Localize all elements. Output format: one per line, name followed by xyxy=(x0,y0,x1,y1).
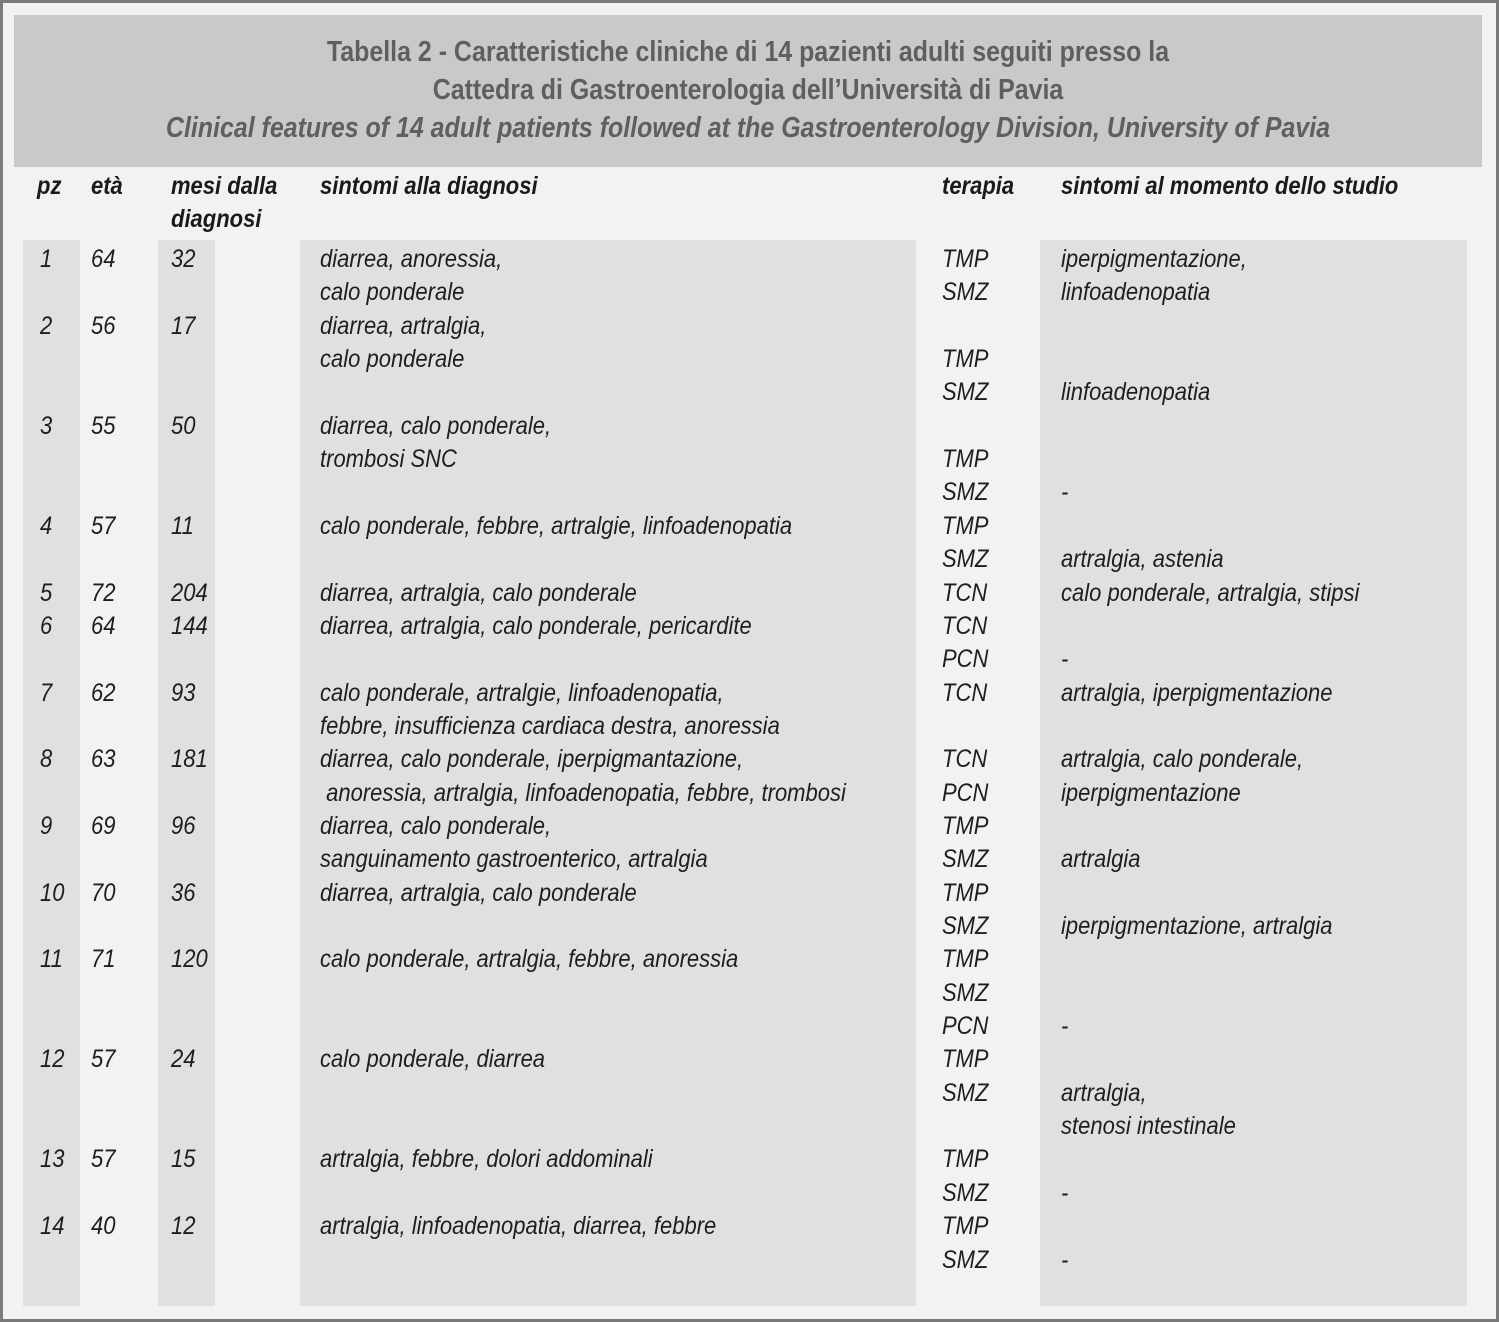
cell-sintomi-diagnosi: calo ponderale, artralgie, linfoadenopatia, xyxy=(320,678,724,707)
cell-sintomi-diagnosi: artralgia, febbre, dolori addominali xyxy=(320,1145,653,1174)
cell-terapia: TMP xyxy=(942,811,989,840)
cell-terapia: SMZ xyxy=(942,978,989,1007)
cell-sintomi-diagnosi: calo ponderale xyxy=(320,345,465,374)
cell-terapia: SMZ xyxy=(942,1178,989,1207)
cell-sintomi-studio: linfoadenopatia xyxy=(1061,278,1211,307)
cell-sintomi-studio: artralgia, calo ponderale, xyxy=(1061,745,1304,774)
cell-sintomi-studio: - xyxy=(1061,478,1069,507)
cell-terapia: PCN xyxy=(942,778,989,807)
header-mesi-line-1: mesi dalla xyxy=(171,172,278,200)
cell-terapia: TMP xyxy=(942,878,989,907)
cell-eta: 69 xyxy=(91,811,116,840)
cell-sintomi-diagnosi: diarrea, calo ponderale, xyxy=(320,811,552,840)
cell-sintomi-diagnosi: diarrea, artralgia, xyxy=(320,311,487,340)
cell-sintomi-studio: - xyxy=(1061,1012,1069,1041)
cell-sintomi-diagnosi: diarrea, calo ponderale, xyxy=(320,411,552,440)
cell-pz: 8 xyxy=(40,745,53,774)
cell-sintomi-diagnosi: calo ponderale, diarrea xyxy=(320,1045,546,1074)
cell-terapia: SMZ xyxy=(942,545,989,574)
header-pz: pz xyxy=(37,172,62,200)
cell-eta: 62 xyxy=(91,678,116,707)
cell-pz: 7 xyxy=(40,678,53,707)
cell-pz: 10 xyxy=(40,878,65,907)
caption-italian-line-1: Tabella 2 - Caratteristiche cliniche di 14 pazienti adulti seguiti presso la xyxy=(326,36,1170,68)
cell-sintomi-studio: calo ponderale, artralgia, stipsi xyxy=(1061,578,1360,607)
cell-pz: 6 xyxy=(40,611,53,640)
cell-sintomi-diagnosi: febbre, insufficienza cardiaca destra, anoressia xyxy=(320,711,780,740)
cell-mesi: 11 xyxy=(171,511,194,540)
caption-italian-line-2: Cattedra di Gastroenterologia dell’Università di Pavia xyxy=(432,74,1064,106)
cell-mesi: 144 xyxy=(171,611,208,640)
cell-mesi: 50 xyxy=(171,411,196,440)
cell-pz: 14 xyxy=(40,1212,65,1241)
cell-mesi: 15 xyxy=(171,1145,196,1174)
cell-terapia: SMZ xyxy=(942,278,989,307)
cell-eta: 70 xyxy=(91,878,116,907)
cell-terapia: TCN xyxy=(942,745,988,774)
cell-terapia: TMP xyxy=(942,1212,989,1241)
cell-mesi: 93 xyxy=(171,678,196,707)
cell-eta: 40 xyxy=(91,1212,116,1241)
cell-terapia: TMP xyxy=(942,1045,989,1074)
cell-pz: 2 xyxy=(40,311,53,340)
cell-sintomi-diagnosi: calo ponderale, febbre, artralgie, linfoadenopatia xyxy=(320,511,793,540)
cell-sintomi-diagnosi: calo ponderale, artralgia, febbre, anoressia xyxy=(320,945,739,974)
cell-terapia: SMZ xyxy=(942,378,989,407)
cell-pz: 12 xyxy=(40,1045,65,1074)
cell-pz: 1 xyxy=(40,245,53,273)
cell-eta: 57 xyxy=(91,1045,116,1074)
cell-sintomi-diagnosi: trombosi SNC xyxy=(320,445,457,474)
cell-sintomi-diagnosi: anoressia, artralgia, linfoadenopatia, febbre, trombosi xyxy=(320,778,846,807)
cell-eta: 57 xyxy=(91,1145,116,1174)
cell-sintomi-studio: artralgia xyxy=(1061,845,1141,874)
cell-terapia: SMZ xyxy=(942,1078,989,1107)
cell-sintomi-diagnosi: diarrea, artralgia, calo ponderale xyxy=(320,578,637,607)
cell-terapia: SMZ xyxy=(942,845,989,874)
cell-mesi: 24 xyxy=(171,1045,196,1074)
cell-sintomi-diagnosi: artralgia, linfoadenopatia, diarrea, febbre xyxy=(320,1212,717,1241)
cell-terapia: TMP xyxy=(942,945,989,974)
cell-terapia: TMP xyxy=(942,445,989,474)
cell-terapia: SMZ xyxy=(942,478,989,507)
cell-terapia: TMP xyxy=(942,345,989,374)
cell-sintomi-diagnosi: sanguinamento gastroenterico, artralgia xyxy=(320,845,708,874)
cell-mesi: 204 xyxy=(171,578,208,607)
cell-terapia: SMZ xyxy=(942,1245,989,1274)
cell-eta: 64 xyxy=(91,245,116,273)
cell-pz: 3 xyxy=(40,411,53,440)
cell-sintomi-studio: - xyxy=(1061,1245,1069,1274)
table-caption xyxy=(14,15,1482,167)
cell-mesi: 17 xyxy=(171,311,196,340)
cell-sintomi-studio: stenosi intestinale xyxy=(1061,1112,1236,1141)
cell-pz: 5 xyxy=(40,578,53,607)
cell-pz: 9 xyxy=(40,811,53,840)
cell-terapia: TCN xyxy=(942,578,988,607)
cell-mesi: 120 xyxy=(171,945,208,974)
cell-sintomi-studio: iperpigmentazione, artralgia xyxy=(1061,912,1333,940)
cell-eta: 57 xyxy=(91,511,116,540)
cell-terapia: TCN xyxy=(942,678,988,707)
cell-sintomi-studio: - xyxy=(1061,1178,1069,1207)
cell-terapia: TMP xyxy=(942,245,989,273)
cell-eta: 64 xyxy=(91,611,116,640)
cell-terapia: SMZ xyxy=(942,912,989,940)
cell-terapia: TMP xyxy=(942,511,989,540)
header-sintomi-diagnosi: sintomi alla diagnosi xyxy=(320,172,538,200)
cell-sintomi-studio: artralgia, astenia xyxy=(1061,545,1224,574)
cell-sintomi-diagnosi: diarrea, artralgia, calo ponderale, pericardite xyxy=(320,611,752,640)
cell-terapia: PCN xyxy=(942,1012,989,1041)
cell-eta: 71 xyxy=(91,945,116,974)
cell-mesi: 12 xyxy=(171,1212,196,1241)
cell-terapia: TMP xyxy=(942,1145,989,1174)
cell-sintomi-diagnosi: diarrea, anoressia, xyxy=(320,245,503,273)
cell-eta: 72 xyxy=(91,578,116,607)
cell-sintomi-diagnosi: diarrea, artralgia, calo ponderale xyxy=(320,878,637,907)
cell-pz: 11 xyxy=(40,945,63,974)
cell-sintomi-studio: iperpigmentazione, xyxy=(1061,245,1247,273)
cell-pz: 13 xyxy=(40,1145,65,1174)
cell-eta: 55 xyxy=(91,411,116,440)
cell-sintomi-studio: artralgia, iperpigmentazione xyxy=(1061,678,1333,707)
cell-sintomi-studio: - xyxy=(1061,645,1069,674)
cell-sintomi-studio: linfoadenopatia xyxy=(1061,378,1211,407)
cell-sintomi-diagnosi: diarrea, calo ponderale, iperpigmantazione, xyxy=(320,745,744,774)
cell-sintomi-studio: artralgia, xyxy=(1061,1078,1147,1107)
cell-sintomi-diagnosi: calo ponderale xyxy=(320,278,465,307)
cell-mesi: 32 xyxy=(171,245,196,273)
header-mesi-line-2: diagnosi xyxy=(171,205,262,233)
cell-mesi: 96 xyxy=(171,811,196,840)
cell-mesi: 36 xyxy=(171,878,196,907)
cell-pz: 4 xyxy=(40,511,53,540)
cell-terapia: TCN xyxy=(942,611,988,640)
header-terapia: terapia xyxy=(942,172,1015,200)
cell-sintomi-studio: iperpigmentazione xyxy=(1061,778,1241,807)
caption-english: Clinical features of 14 adult patients followed at the Gastroenterology Division, University of Pavia xyxy=(165,112,1331,144)
header-sintomi-studio: sintomi al momento dello studio xyxy=(1061,172,1399,200)
header-eta: età xyxy=(91,172,123,200)
cell-terapia: PCN xyxy=(942,645,989,674)
cell-eta: 63 xyxy=(91,745,116,774)
cell-eta: 56 xyxy=(91,311,116,340)
cell-mesi: 181 xyxy=(171,745,208,774)
